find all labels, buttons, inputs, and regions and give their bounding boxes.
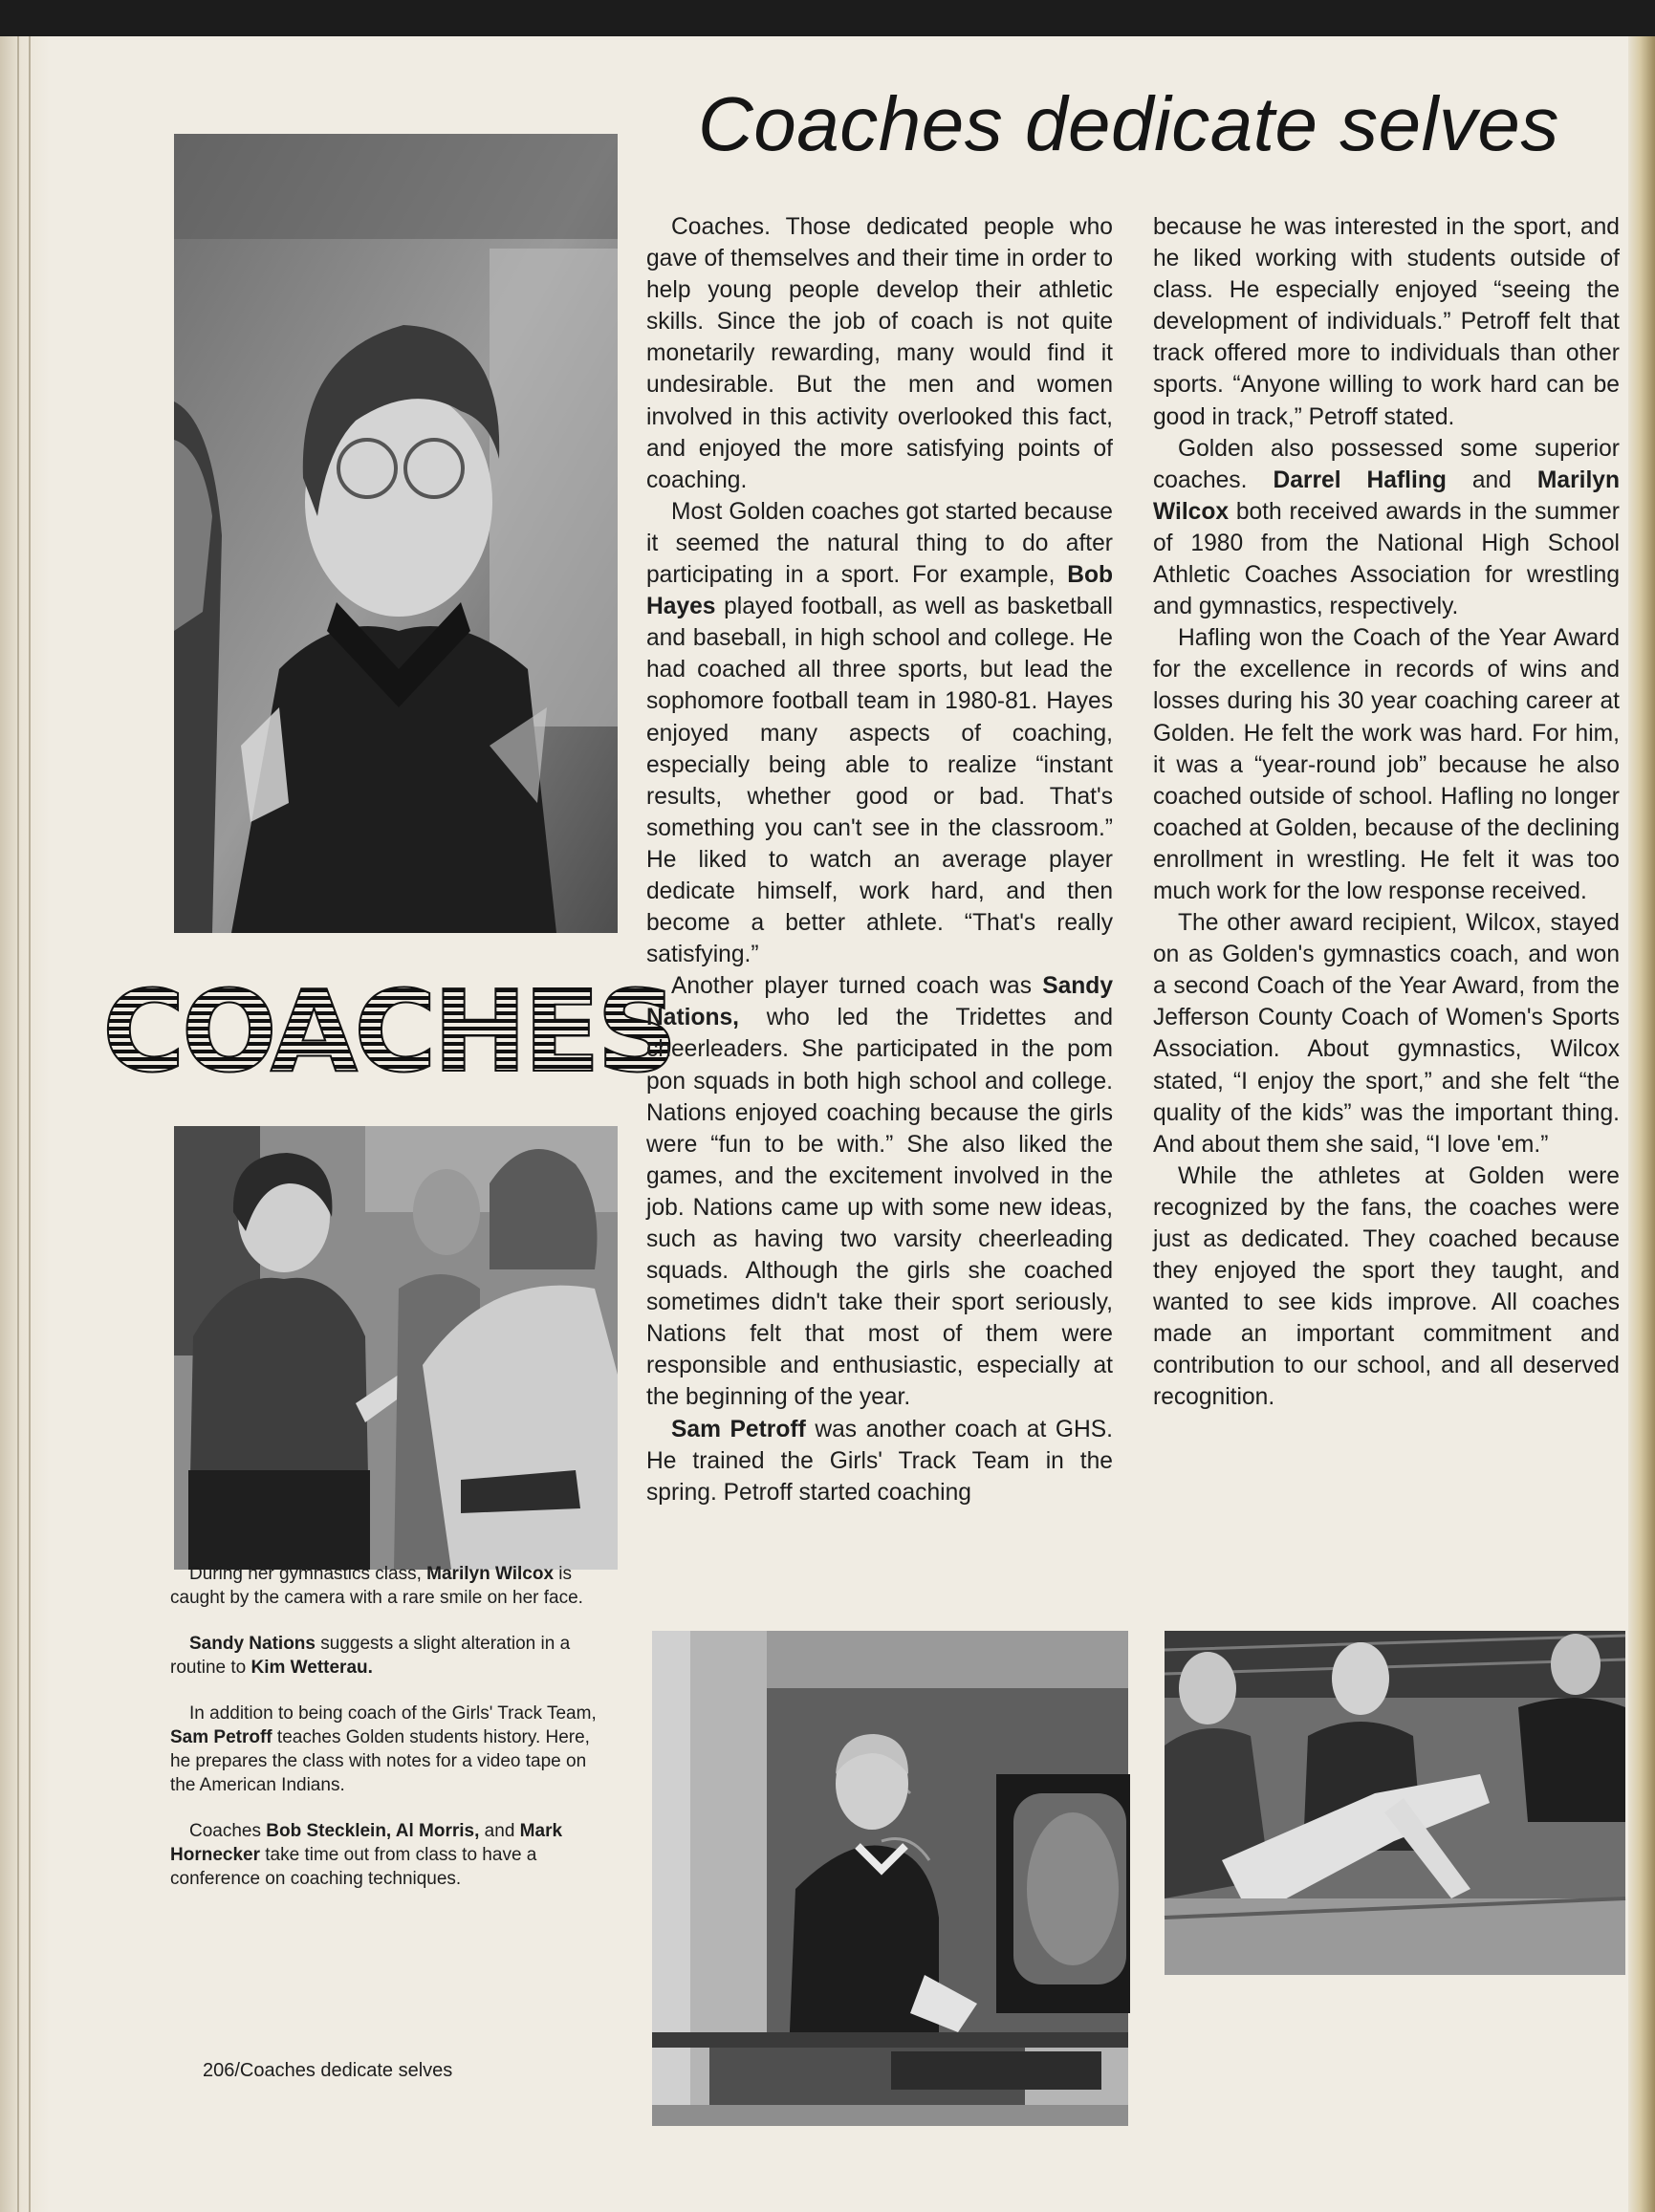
article-paragraph: The other award recipient, Wilcox, stayed on as Golden's gymnastics coach, and won a second Coach of the Year Award, from the Jefferson County Coach of Women's Sports Association. About gymnastics, Wilcox stated, “I enjoy the sport,” and she felt “the quality of the kids” was the important thing. And about them she said, “I love 'em.” [1153,910,1620,1158]
article-column-left [646,211,1113,1508]
photo-sandy-nations [174,1126,618,1570]
article-paragraph: Sam Petroff was another coach at GHS. He trained the Girls' Track Team in the spring. Petroff started coaching [646,1416,1114,1506]
article-paragraph: While the athletes at Golden were recognized by the fans, the coaches were just as dedicated. They coached because they enjoyed the sport they taught, and wanted to see kids improve. All coaches made an important commitment and contribution to our school, and all deserved recognition. [1153,1162,1620,1411]
photo-coaches-conference [1165,1631,1625,1975]
photo-sam-petroff [652,1631,1128,2126]
caption-conference: Coaches Bob Stecklein, Al Morris, and Mark Hornecker take time out from class to have a conference on coaching techniques. [170,1821,563,1889]
article-paragraph: Coaches. Those dedicated people who gave of themselves and their time in order to help young people develop their athletic skills. Since the job of coach is not quite monetarily rewarding, many would find it undesirable. But the men and women involved in this activity overlooked this fact, and enjoyed the more satisfying points of coaching. [646,214,1113,493]
article-paragraph: Most Golden coaches got started because it seemed the natural thing to do after participating in a sport. For example, Bob Hayes played football, as well as basketball and baseball, in high school and college. He had coached all three sports, but lead the sophomore football team in 1980-81. Hayes enjoyed many aspects of coaching, especially being able to realize “instant results, whether good or bad. That's something you can't see in the classroom.” He liked to watch an average player dedicate himself, work hard, and then become a better athlete. “That's really satisfying.” [646,498,1113,968]
spine-line [17,36,19,2212]
spine-line [29,36,31,2212]
article-paragraph: Hafling won the Coach of the Year Award for the excellence in records of wins and losses during his 30 year coaching career at Golden. He felt the work was hard. For him, it was a “year-round job” because he also coached outside of school. Hafling no longer coached at Golden, because of the declining enrollment in wrestling. He felt it was too much work for the low response received. [1153,625,1620,904]
page-binding [0,36,50,2212]
caption-nations: Sandy Nations suggests a slight alteration in a routine to Kim Wetterau. [170,1634,571,1678]
yearbook-page [0,36,1655,2212]
caption-wilcox: During her gymnastics class, Marilyn Wilcox is caught by the camera with a rare smile on her face. [170,1564,583,1608]
article-paragraph: Another player turned coach was Sandy Nations, who led the Tridettes and cheerleaders. She participated in the pom pon squads in both high school and college. Nations enjoyed coaching because the girls were “fun to be with.” She also liked the games, and the excitement involved in the job. Nations came up with some new ideas, such as having two varsity cheerleading squads. Although the girls she coached sometimes didn't take their sport seriously, Nations felt that most of them were responsible and enthusiastic, especially at the beginning of the year. [646,973,1113,1411]
wordmark-text: COACHES [101,965,675,1097]
article-paragraph: Golden also possessed some superior coaches. Darrel Hafling and Marilyn Wilcox both received awards in the summer of 1980 from the National High School Athletic Coaches Association for wrestling and gymnastics, respectively. [1153,435,1621,620]
article-paragraph: because he was interested in the sport, and he liked working with students outside of class. He especially enjoyed “seeing the development of individuals.” Petroff felt that track offered more to individuals than other sports. “Anyone willing to work hard can be good in track,” Petroff stated. [1153,214,1620,430]
page-edge [1628,36,1655,2212]
photo-captions [170,1562,608,1913]
article-column-right [1153,211,1620,1414]
page-folio: 206/Coaches dedicate selves [203,2060,453,2081]
page-title: Coaches dedicate selves [698,81,1559,166]
photo-marilyn-wilcox [174,134,618,933]
coaches-wordmark [101,965,675,1097]
caption-petroff: In addition to being coach of the Girls' Track Team, Sam Petroff teaches Golden students history. Here, he prepares the class with notes for a video tape on the American Indians. [170,1703,597,1795]
